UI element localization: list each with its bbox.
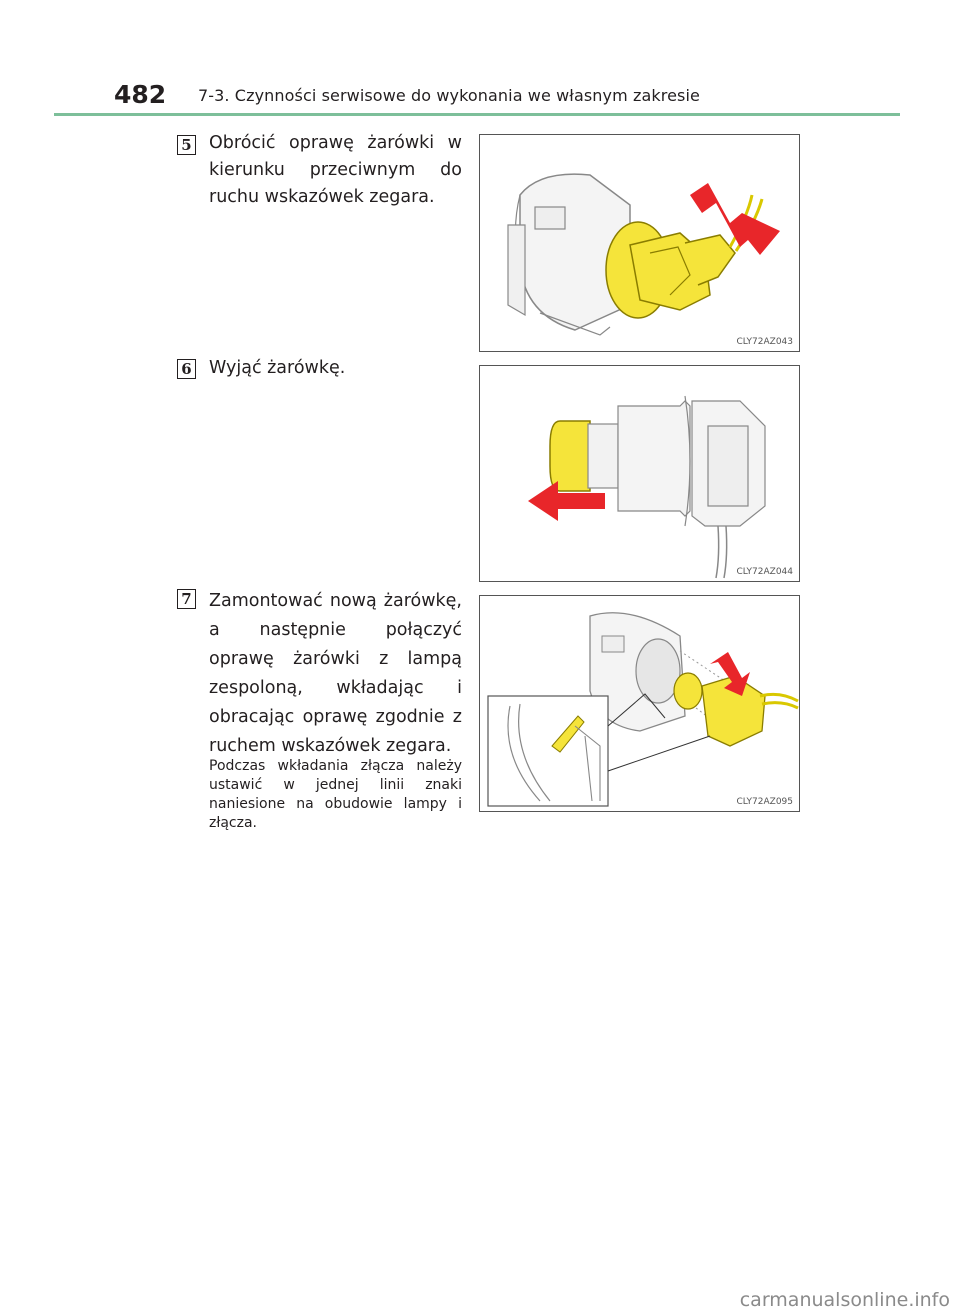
step-7-text: Zamontować nową żarówkę, a następnie połączyć oprawę żarówki z lampą zespoloną, wkładając i obracając oprawę zgodnie z ruchem wskazówek zegara. <box>209 591 462 756</box>
page-number: 482 <box>114 80 167 109</box>
step-6-number: 6 <box>177 359 196 379</box>
figure-code-7: CLY72AZ095 <box>736 797 793 807</box>
figure-step-6 <box>479 365 800 582</box>
step-7-note: Podczas wkładania złącza należy ustawić w jednej linii znaki naniesione na obudowie lampy i złącza. <box>209 758 462 831</box>
bulb-install-illustration <box>480 596 800 812</box>
header-rule <box>54 113 900 116</box>
bulb-removal-illustration <box>480 366 800 582</box>
page-header <box>0 0 960 120</box>
step-5-number: 5 <box>177 135 196 155</box>
step-7-number: 7 <box>177 589 196 609</box>
figure-step-7 <box>479 595 800 812</box>
step-6-text: Wyjąć żarówkę. <box>209 358 346 378</box>
section-title: 7-3. Czynności serwisowe do wykonania we własnym zakresie <box>198 86 700 105</box>
footer-watermark[interactable]: carmanualsonline.info <box>739 1289 950 1311</box>
figure-code-6: CLY72AZ044 <box>736 567 793 577</box>
figure-step-5 <box>479 134 800 352</box>
step-5-text: Obrócić oprawę żarówki w kierunku przeciwnym do ruchu wskazówek zegara. <box>209 133 462 207</box>
bulb-socket-rotate-illustration <box>480 135 800 352</box>
figure-code-5: CLY72AZ043 <box>736 337 793 347</box>
